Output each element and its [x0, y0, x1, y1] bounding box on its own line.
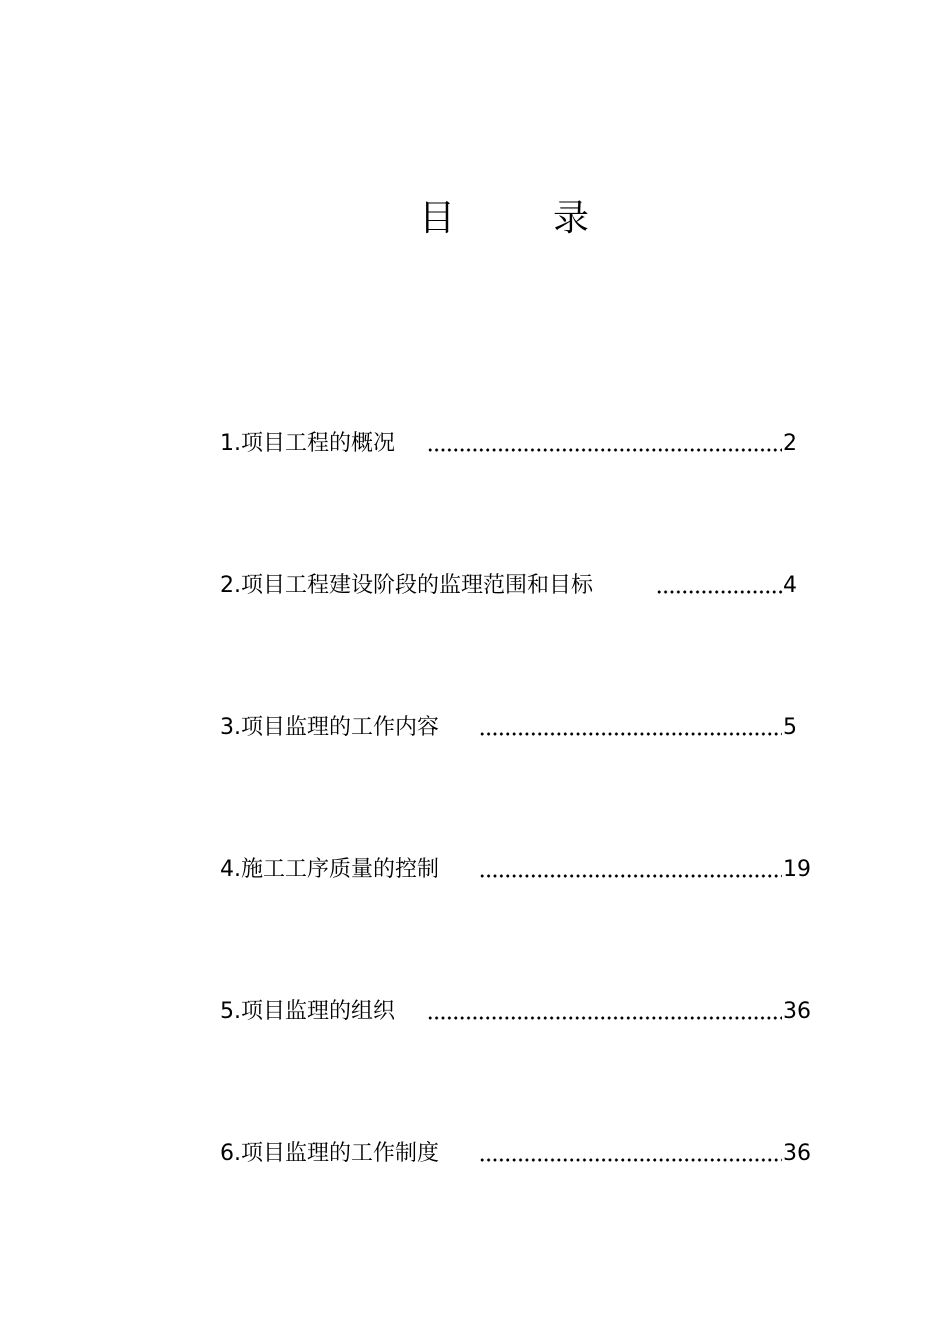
- toc-entry-title: 项目监理的工作内容: [241, 715, 440, 740]
- toc-entry-page: 19: [783, 857, 811, 882]
- toc-entry-4[interactable]: [220, 855, 820, 885]
- toc-entry-page: 2: [783, 431, 797, 456]
- toc-entry-number: 4.: [220, 857, 241, 882]
- toc-entry-label: [220, 997, 395, 1027]
- toc-entry-title: 项目监理的组织: [241, 999, 396, 1024]
- toc-entry-label: [220, 1139, 439, 1169]
- toc-entry-label: [220, 571, 593, 601]
- toc-entry-number: 2.: [220, 573, 241, 598]
- toc-heading-char-2: 录: [553, 198, 590, 239]
- toc-entry-page: 4: [783, 573, 797, 598]
- toc-heading: [0, 196, 950, 246]
- toc-entry-page: 36: [783, 1141, 811, 1166]
- toc-entry-number: 5.: [220, 999, 241, 1024]
- dot-leader: [479, 1158, 782, 1162]
- dot-leader: [427, 448, 782, 452]
- toc-entry-page: 36: [783, 999, 811, 1024]
- toc-entry-title: 项目工程建设阶段的监理范围和目标: [241, 573, 594, 598]
- dot-leader: [427, 1016, 782, 1020]
- toc-entry-2[interactable]: [220, 571, 800, 601]
- dot-leader: [479, 874, 782, 878]
- toc-entry-6[interactable]: [220, 1139, 820, 1169]
- toc-entry-5[interactable]: [220, 997, 820, 1027]
- dot-leader: [656, 590, 782, 594]
- toc-entry-label: [220, 855, 439, 885]
- toc-entry-title: 项目监理的工作制度: [241, 1141, 440, 1166]
- toc-entry-label: [220, 429, 395, 459]
- toc-entry-title: 项目工程的概况: [241, 431, 396, 456]
- toc-entry-3[interactable]: [220, 713, 800, 743]
- toc-entry-number: 3.: [220, 715, 241, 740]
- toc-entry-1[interactable]: [220, 429, 800, 459]
- toc-entry-number: 6.: [220, 1141, 241, 1166]
- dot-leader: [479, 732, 782, 736]
- toc-entry-label: [220, 713, 439, 743]
- toc-entry-page: 5: [783, 715, 797, 740]
- toc-entry-number: 1.: [220, 431, 241, 456]
- toc-heading-char-1: 目: [419, 198, 456, 239]
- toc-entry-title: 施工工序质量的控制: [241, 857, 440, 882]
